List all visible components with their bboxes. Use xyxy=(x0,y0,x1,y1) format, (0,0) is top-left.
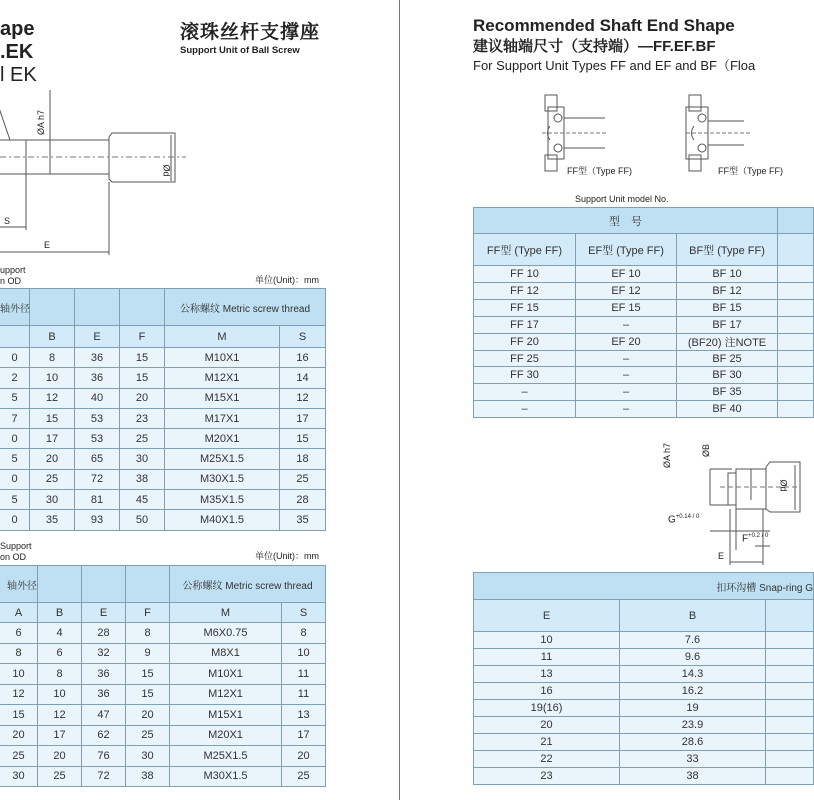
table-row xyxy=(474,768,814,785)
column-header: M xyxy=(165,326,280,348)
table-cell: 7 xyxy=(0,408,30,428)
table-row xyxy=(474,350,814,367)
table-cell: 20 xyxy=(38,746,82,767)
table-row xyxy=(0,705,326,726)
table-row xyxy=(0,368,326,388)
table-cell: 23 xyxy=(474,768,620,785)
table-cell: 28.6 xyxy=(620,734,766,751)
table-cell: M30X1.5 xyxy=(170,766,282,787)
group-header: 轴外径 xyxy=(0,289,30,326)
table-cell: 36 xyxy=(82,664,126,685)
table-row xyxy=(0,348,326,368)
table-cell: 53 xyxy=(75,408,120,428)
dim-g-label: G xyxy=(668,514,676,526)
right-subtitle-cn: 建议轴端尺寸（支持端）—FF.EF.BF xyxy=(473,38,716,55)
table-cell: 21 xyxy=(474,734,620,751)
table-cell: 62 xyxy=(82,725,126,746)
column-header: F xyxy=(126,603,170,623)
table-cell: M15X1 xyxy=(165,388,280,408)
table-row xyxy=(0,725,326,746)
table-cell: BF 40 xyxy=(677,401,778,418)
column-header: B xyxy=(30,326,75,348)
dim-g-tol: +0.14 / 0 xyxy=(675,514,700,520)
table-row xyxy=(0,643,326,664)
table-cell: – xyxy=(576,367,677,384)
title-line: l EK xyxy=(0,64,37,86)
table-cell: – xyxy=(474,401,576,418)
table-cell: FF 15 xyxy=(474,299,576,316)
table-cell: EF 10 xyxy=(576,266,677,283)
table-cell: 72 xyxy=(82,766,126,787)
table-cell: 28 xyxy=(280,490,326,510)
column-header: E xyxy=(82,603,126,623)
table-cell: 15 xyxy=(30,408,75,428)
table-cell: 15 xyxy=(0,705,38,726)
table-cell: M6X0.75 xyxy=(170,623,282,644)
table-cell: 0 xyxy=(0,348,30,368)
table-cell: 6 xyxy=(38,643,82,664)
table-cell: 32 xyxy=(82,643,126,664)
column-header: A xyxy=(0,603,38,623)
table-cell: 5 xyxy=(0,388,30,408)
table-cell: 12 xyxy=(0,684,38,705)
table-cell: 12 xyxy=(280,388,326,408)
table-cell: 13 xyxy=(282,705,326,726)
table-cell: M25X1.5 xyxy=(165,449,280,469)
table-cell: 10 xyxy=(38,684,82,705)
table-row xyxy=(474,333,814,350)
dim-e-right: E xyxy=(718,551,725,561)
dim-e: E xyxy=(44,240,51,250)
table-cell: 20 xyxy=(120,388,165,408)
right-subtitle-en: For Support Unit Types FF and EF and BF（Floa xyxy=(473,58,756,73)
table-row xyxy=(474,384,814,401)
table-cell: EF 15 xyxy=(576,299,677,316)
table-row xyxy=(474,299,814,316)
table-cell: 20 xyxy=(282,746,326,767)
table-cell: 5 xyxy=(0,490,30,510)
table-cell: 20 xyxy=(30,449,75,469)
table-cell: BF 25 xyxy=(677,350,778,367)
table-row xyxy=(0,623,326,644)
table-cell: M20X1 xyxy=(170,725,282,746)
table-cell: M20X1 xyxy=(165,429,280,449)
table-cell: 36 xyxy=(75,348,120,368)
table-cell: BF 10 xyxy=(677,266,778,283)
table-cell: 33 xyxy=(620,751,766,768)
table-cell xyxy=(766,700,814,717)
column-header: S xyxy=(280,326,326,348)
table-cell: 12 xyxy=(30,388,75,408)
table-cell xyxy=(778,367,814,384)
table-cell: 15 xyxy=(126,664,170,685)
table-cell: 30 xyxy=(0,766,38,787)
table-row xyxy=(0,469,326,489)
column-header: E xyxy=(75,326,120,348)
table-cell: 9.6 xyxy=(620,649,766,666)
table-cell: 14 xyxy=(280,368,326,388)
table1-caption xyxy=(0,265,26,287)
table-cell xyxy=(778,350,814,367)
table-row xyxy=(0,429,326,449)
table-cell: 12 xyxy=(38,705,82,726)
table-cell: 38 xyxy=(126,766,170,787)
table-cell: 16 xyxy=(280,348,326,368)
table-cell: 5 xyxy=(0,449,30,469)
table-cell: – xyxy=(576,384,677,401)
group-header: 轴外径 xyxy=(0,566,38,603)
table-cell: 23.9 xyxy=(620,717,766,734)
table-cell: 16 xyxy=(474,683,620,700)
caption-line: n OD xyxy=(0,276,22,286)
table-cell: 10 xyxy=(474,632,620,649)
table-cell: 35 xyxy=(30,510,75,530)
table-cell: M17X1 xyxy=(165,408,280,428)
table-cell: FF 12 xyxy=(474,282,576,299)
table-cell: FF 25 xyxy=(474,350,576,367)
caption-line: on OD xyxy=(0,552,27,562)
table-cell: BF 17 xyxy=(677,316,778,333)
support-unit-figure-2 xyxy=(684,93,764,173)
table-row xyxy=(0,408,326,428)
table-cell: 10 xyxy=(30,368,75,388)
table-cell: EF 20 xyxy=(576,333,677,350)
column-header xyxy=(0,326,30,348)
table-cell: – xyxy=(576,401,677,418)
table-cell: 6 xyxy=(0,623,38,644)
table-cell: 72 xyxy=(75,469,120,489)
dim-f-label: F xyxy=(742,533,749,545)
table-cell: 2 xyxy=(0,368,30,388)
table-cell: 20 xyxy=(0,725,38,746)
table-cell: 14.3 xyxy=(620,666,766,683)
table-cell: 76 xyxy=(82,746,126,767)
column-header: S xyxy=(282,603,326,623)
column-header: F xyxy=(120,326,165,348)
table-cell: 25 xyxy=(280,469,326,489)
column-header: BF型 (Type FF) xyxy=(677,234,778,266)
table-cell: 10 xyxy=(0,664,38,685)
table-cell: 38 xyxy=(620,768,766,785)
table-cell: 20 xyxy=(126,705,170,726)
column-header: B xyxy=(38,603,82,623)
table-cell xyxy=(778,401,814,418)
table-cell: 36 xyxy=(75,368,120,388)
table-row xyxy=(474,683,814,700)
dim-f xyxy=(742,529,768,546)
table-cell: 0 xyxy=(0,469,30,489)
table-cell: BF 30 xyxy=(677,367,778,384)
table-cell xyxy=(778,299,814,316)
table-cell xyxy=(766,649,814,666)
table-cell: 81 xyxy=(75,490,120,510)
table-cell: 15 xyxy=(120,368,165,388)
table-cell: 0 xyxy=(0,510,30,530)
table-row xyxy=(474,266,814,283)
table-cell xyxy=(766,768,814,785)
table-cell: M15X1 xyxy=(170,705,282,726)
table-cell: BF 35 xyxy=(677,384,778,401)
table-row xyxy=(0,684,326,705)
table-cell: 15 xyxy=(280,429,326,449)
table-cell: 19(16) xyxy=(474,700,620,717)
column-header: EF型 (Type FF) xyxy=(576,234,677,266)
table-cell xyxy=(766,751,814,768)
table-cell: – xyxy=(474,384,576,401)
table-cell: 11 xyxy=(282,684,326,705)
table-cell: 30 xyxy=(30,490,75,510)
table-cell: 45 xyxy=(120,490,165,510)
table-cell: 8 xyxy=(282,623,326,644)
table-row xyxy=(474,632,814,649)
left-table-1 xyxy=(0,288,326,531)
table-row xyxy=(474,316,814,333)
column-header xyxy=(778,234,814,266)
table-cell: – xyxy=(576,316,677,333)
table-row xyxy=(0,746,326,767)
table-cell: 13 xyxy=(474,666,620,683)
table-cell xyxy=(778,384,814,401)
table-cell: 28 xyxy=(82,623,126,644)
table-cell: 30 xyxy=(126,746,170,767)
table-cell: 17 xyxy=(38,725,82,746)
title-line: ape xyxy=(0,18,35,40)
table-cell: 36 xyxy=(82,684,126,705)
table-cell: 38 xyxy=(120,469,165,489)
left-table-2 xyxy=(0,565,326,787)
table-cell xyxy=(778,316,814,333)
table-row xyxy=(474,734,814,751)
table2-caption xyxy=(0,541,32,563)
group-header: 扣环沟槽 Snap-ring G xyxy=(474,573,814,600)
table-cell: 0 xyxy=(0,429,30,449)
table-cell: 25 xyxy=(126,725,170,746)
table-row xyxy=(0,388,326,408)
table-cell: 25 xyxy=(120,429,165,449)
table-row xyxy=(474,401,814,418)
table-cell xyxy=(766,666,814,683)
table-cell: BF 12 xyxy=(677,282,778,299)
right-title: Recommended Shaft End Shape xyxy=(473,16,735,35)
table-cell: M10X1 xyxy=(165,348,280,368)
model-caption: Support Unit model No. xyxy=(575,194,669,204)
dim-d: Ød xyxy=(161,164,172,177)
table-cell xyxy=(766,683,814,700)
table-cell: FF 20 xyxy=(474,333,576,350)
figure-2-label: FF型（Type FF) xyxy=(718,166,783,176)
table-cell: 17 xyxy=(30,429,75,449)
table-cell: 15 xyxy=(120,348,165,368)
table-cell: 25 xyxy=(282,766,326,787)
table-cell: M10X1 xyxy=(170,664,282,685)
table-cell: 93 xyxy=(75,510,120,530)
column-header: B xyxy=(620,600,766,632)
table-row xyxy=(474,282,814,299)
table-cell: 30 xyxy=(120,449,165,469)
table-cell: 47 xyxy=(82,705,126,726)
table-cell: 11 xyxy=(282,664,326,685)
table-cell: 25 xyxy=(0,746,38,767)
table-row xyxy=(474,717,814,734)
table-cell: M25X1.5 xyxy=(170,746,282,767)
column-header: E xyxy=(474,600,620,632)
table-cell: 8 xyxy=(30,348,75,368)
table-cell: BF 15 xyxy=(677,299,778,316)
table-cell xyxy=(766,632,814,649)
table-row xyxy=(474,367,814,384)
table-cell: 8 xyxy=(0,643,38,664)
table-row xyxy=(0,449,326,469)
table-cell: 65 xyxy=(75,449,120,469)
table-cell: FF 10 xyxy=(474,266,576,283)
table-cell xyxy=(766,717,814,734)
table-cell: 17 xyxy=(282,725,326,746)
table-cell: 7.6 xyxy=(620,632,766,649)
dim-b-right: ØB xyxy=(701,443,712,458)
table-cell: 35 xyxy=(280,510,326,530)
table-cell: FF 30 xyxy=(474,367,576,384)
page-divider xyxy=(399,0,400,800)
table-cell: 20 xyxy=(474,717,620,734)
model-table xyxy=(473,207,814,418)
table-cell: (BF20) 注NOTE xyxy=(677,333,778,350)
table-cell: 22 xyxy=(474,751,620,768)
table-row xyxy=(0,510,326,530)
dim-g xyxy=(668,510,699,527)
table-row xyxy=(0,490,326,510)
dim-f-tol: +0.2 / 0 xyxy=(748,533,769,539)
table-row xyxy=(474,751,814,768)
table-cell xyxy=(766,734,814,751)
thread-header: 公称螺纹 Metric screw thread xyxy=(165,289,326,326)
table-cell: 8 xyxy=(38,664,82,685)
snap-ring-table xyxy=(473,572,814,785)
table-row xyxy=(0,664,326,685)
table-cell: M12X1 xyxy=(170,684,282,705)
table-cell: 17 xyxy=(280,408,326,428)
table-cell: – xyxy=(576,350,677,367)
caption-line: Support xyxy=(0,541,32,551)
table-cell: 25 xyxy=(30,469,75,489)
table-cell xyxy=(778,266,814,283)
table-row xyxy=(474,649,814,666)
table-cell: 4 xyxy=(38,623,82,644)
figure-1-label: FF型（Type FF) xyxy=(567,166,632,176)
title-line: .EK xyxy=(0,41,34,63)
column-header: FF型 (Type FF) xyxy=(474,234,576,266)
table-cell: M12X1 xyxy=(165,368,280,388)
group-header: 型 号 xyxy=(474,208,778,234)
column-header xyxy=(766,600,814,632)
brand-cn: 滚珠丝杆支撑座 xyxy=(180,22,321,43)
table-cell: M8X1 xyxy=(170,643,282,664)
column-header: M xyxy=(170,603,282,623)
table-cell: EF 12 xyxy=(576,282,677,299)
table-cell: 8 xyxy=(126,623,170,644)
table-cell: 53 xyxy=(75,429,120,449)
table-cell: 40 xyxy=(75,388,120,408)
table-cell: 50 xyxy=(120,510,165,530)
table-row xyxy=(474,666,814,683)
table-cell: 23 xyxy=(120,408,165,428)
dim-a: ØA h7 xyxy=(36,109,46,135)
table-row xyxy=(0,766,326,787)
table-cell: FF 17 xyxy=(474,316,576,333)
table-cell: M40X1.5 xyxy=(165,510,280,530)
table1-unit: 单位(Unit)：mm xyxy=(255,275,319,285)
table-cell xyxy=(778,333,814,350)
dim-s: S xyxy=(4,216,11,226)
table-cell: 16.2 xyxy=(620,683,766,700)
thread-header: 公称螺纹 Metric screw thread xyxy=(170,566,326,603)
table-cell: 11 xyxy=(474,649,620,666)
table-cell: 19 xyxy=(620,700,766,717)
table2-unit: 单位(Unit)：mm xyxy=(255,551,319,561)
table-cell: 10 xyxy=(282,643,326,664)
table-cell: 25 xyxy=(38,766,82,787)
caption-line: upport xyxy=(0,265,26,275)
table-cell: 18 xyxy=(280,449,326,469)
table-row xyxy=(474,700,814,717)
support-unit-figure-1 xyxy=(540,93,620,173)
dim-d-right: Ød xyxy=(778,479,789,492)
table-cell: 15 xyxy=(126,684,170,705)
table-cell: M35X1.5 xyxy=(165,490,280,510)
table-cell: M30X1.5 xyxy=(165,469,280,489)
brand-en: Support Unit of Ball Screw xyxy=(180,45,300,56)
table-cell: 9 xyxy=(126,643,170,664)
dim-a-right: ØA h7 xyxy=(662,442,673,469)
left-title xyxy=(0,18,37,87)
table-cell xyxy=(778,282,814,299)
